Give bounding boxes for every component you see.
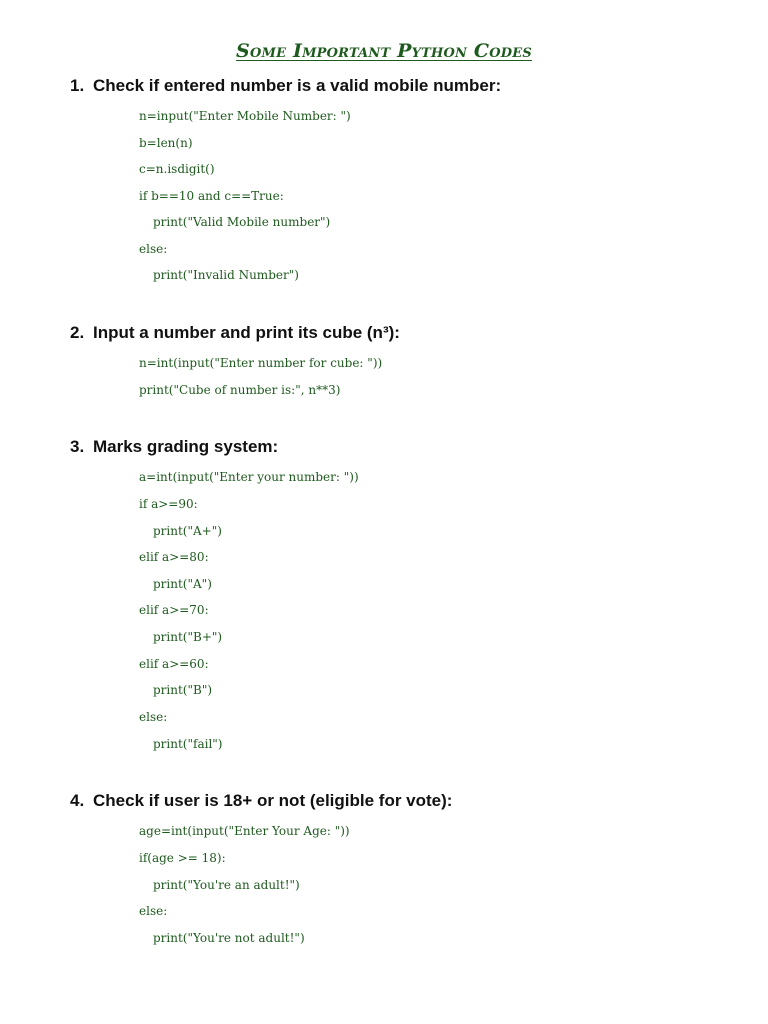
code-line: print("You're not adult!")	[153, 931, 305, 945]
code-line: print("A+")	[153, 524, 222, 538]
code-line: b=len(n)	[139, 136, 193, 150]
section-title: Check if entered number is a valid mobile number:	[93, 76, 502, 95]
section-heading	[0, 791, 768, 815]
code-line: print("A")	[153, 577, 212, 591]
code-line: c=n.isdigit()	[139, 162, 215, 176]
code-line: print("Valid Mobile number")	[153, 215, 331, 229]
section-heading	[0, 323, 768, 347]
section-heading	[0, 76, 768, 100]
code-line: if(age >= 18):	[139, 851, 226, 865]
section-title: Marks grading system:	[93, 437, 279, 456]
code-line: print("B+")	[153, 630, 223, 644]
code-line: else:	[139, 710, 168, 724]
section-number: 4.	[70, 791, 85, 810]
code-line: print("fail")	[153, 737, 223, 751]
code-line: elif a>=70:	[139, 603, 209, 617]
code-line: else:	[139, 904, 168, 918]
page-title: Some Important Python Codes	[236, 40, 532, 62]
section-number: 1.	[70, 76, 85, 95]
section-title: Check if user is 18+ or not (eligible for vote):	[93, 791, 453, 810]
code-line: else:	[139, 242, 168, 256]
code-line: print("Invalid Number")	[153, 268, 299, 282]
code-line: n=input("Enter Mobile Number: ")	[139, 109, 351, 123]
code-line: elif a>=60:	[139, 657, 209, 671]
code-line: a=int(input("Enter your number: "))	[139, 470, 359, 484]
code-line: n=int(input("Enter number for cube: "))	[139, 356, 383, 370]
code-line: print("Cube of number is:", n**3)	[139, 383, 341, 397]
code-line: if a>=90:	[139, 497, 198, 511]
code-line: elif a>=80:	[139, 550, 209, 564]
section-heading	[0, 437, 768, 461]
code-line: print("You're an adult!")	[153, 878, 300, 892]
section-number: 2.	[70, 323, 85, 342]
code-line: print("B")	[153, 683, 213, 697]
section-number: 3.	[70, 437, 85, 456]
section-title: Input a number and print its cube (n³):	[93, 323, 400, 342]
code-line: if b==10 and c==True:	[139, 189, 284, 203]
code-line: age=int(input("Enter Your Age: "))	[139, 824, 350, 838]
